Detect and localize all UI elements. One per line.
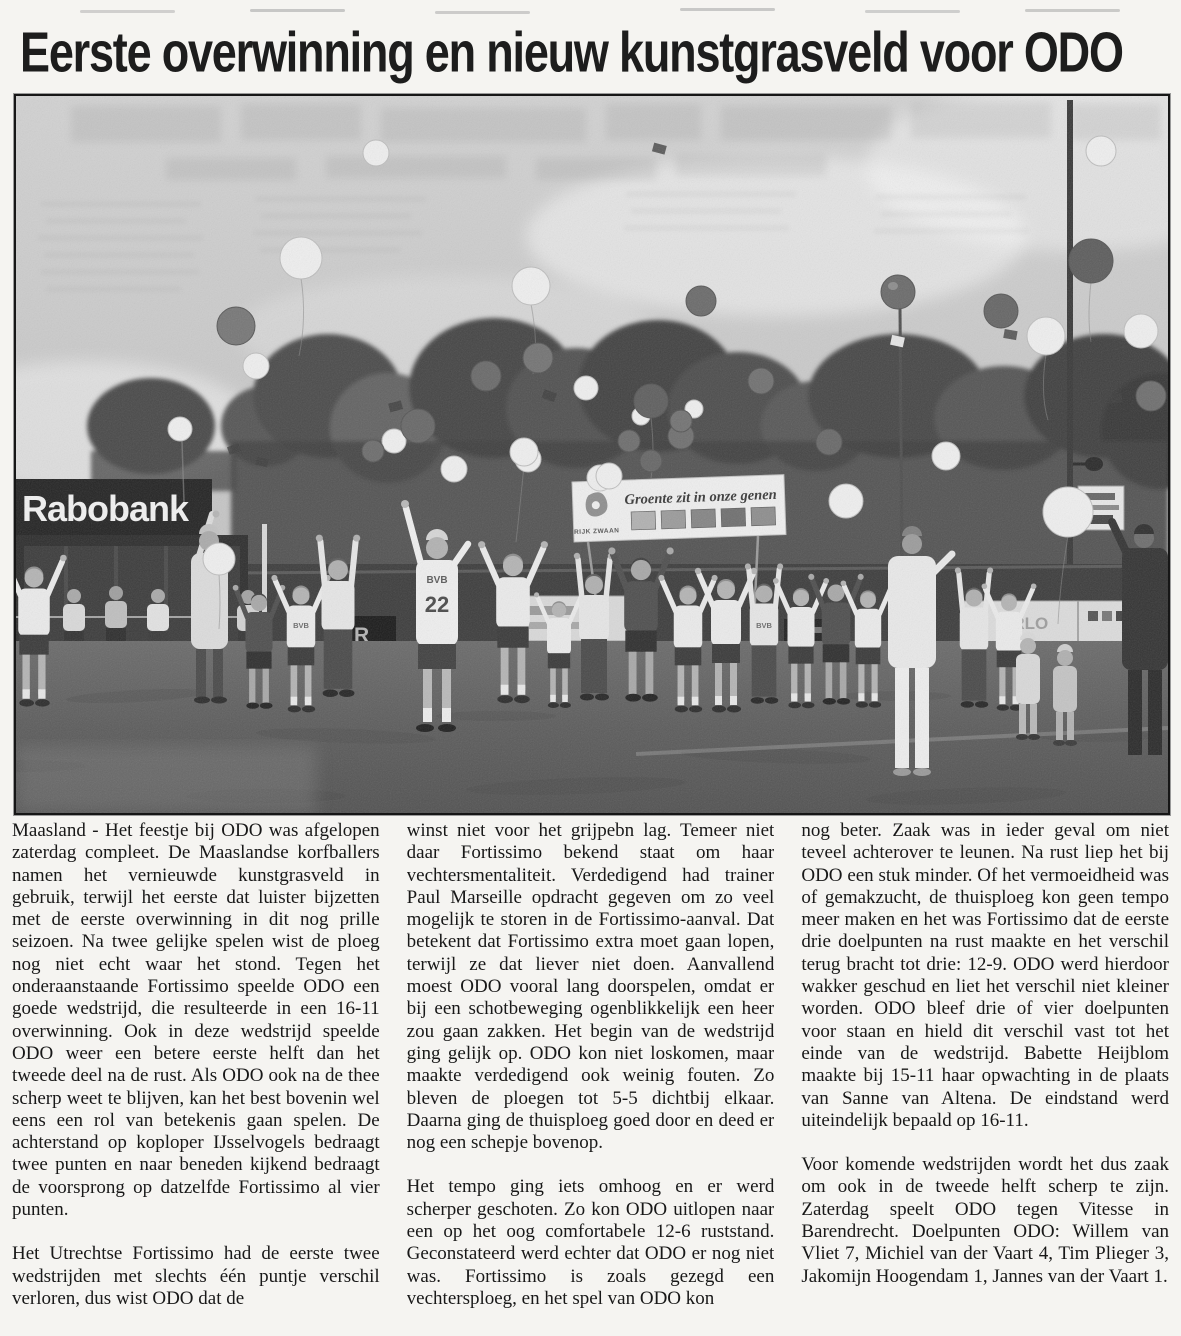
- page-title: Eerste overwinning en nieuw kunstgrasveld voor ODO: [20, 20, 1123, 84]
- article-column-3: [801, 820, 1169, 1334]
- article-paragraph: Voor komende wedstrijden wordt het dus zaak om ook in de tweede helft scherp te zijn. Zaterdag speelt ODO tegen Vitesse in Barendrecht. Doelpunten ODO: Willem van Vliet 7, Michiel van der Vaart 4, Tim Plieger 3, Jakomijn Hoogendam 1, Jannes van der Vaart 1.: [801, 1154, 1169, 1287]
- article-paragraph: nog beter. Zaak was in ieder geval om niet teveel achterover te leunen. Na rust liep het bij ODO een stuk minder. Of het vermoeidheid was of gemakzucht, de thuisploeg kon geen tempo meer maken en het was Fortissimo dat de eerste drie doelpunten na rust maakte en het verschil terug bracht tot drie: 12-9. ODO werd hierdoor wakker geschud en liet het verschil niet kleiner worden. ODO bleef drie of vier doelpunten voor staan en hield dit verschil vast tot het einde van de wedstrijd. Babette Heijblom maakte bij 15-11 haar opwachting in de plaats van Sanne van Altena. De eindstand werd uiteindelijk bepaald op 16-11.: [801, 820, 1169, 1131]
- article-paragraph: Het tempo ging iets omhoog en er werd scherper geschoten. Zo kon ODO uitlopen naar een op het oog comfortabele 12-6 ruststand. Geconstateerd werd echter dat ODO er nog niet was. Fortissimo is zoals gezegd een vechtersploeg, en het spel van ODO kon: [406, 1176, 775, 1309]
- article-column-2: [407, 820, 775, 1334]
- article-body: [12, 820, 1169, 1334]
- scan-artifacts: [250, 9, 345, 12]
- article-column-1: [12, 820, 380, 1334]
- article-paragraph: Maasland - Het feestje bij ODO was afgelopen zaterdag compleet. De Maaslandse korfballers namen het vernieuwde kunstgrasveld in gebruik, terwijl het eerste dat luister bijzetten met de eerste overwinning in dit nog prille seizoen. Na twee gelijke spelen wist de ploeg nog niet echt waar het stond. Tegen het onderaanstaande Fortissimo speelde ODO een goede wedstrijd, die resulteerde in een 16-11 overwinning. Ook in deze wedstrijd speelde ODO weer een betere eerste helft dan het tweede deel na de rust. Als ODO ook na de thee scherp weet te blijven, kan het best bovenin wel eens een rol van betekenis gaan spelen. De achterstand op koploper IJsselvogels bedraagt twee punten en naar beneden kijkend bedraagt de voorsprong op datzelfde Fortissimo al vier punten.: [12, 820, 380, 1221]
- article-paragraph: winst niet voor het grijpebn lag. Temeer niet daar Fortissimo bekend staat om haar vechtersmentaliteit. Verdedigend had trainer Paul Marseille opdracht gegeven om zo veel mogelijk te storen in de Fortissimo-aanval. Dat betekent dat Fortissimo extra moet gaan lopen, terwijl ze dat liever niet doen. Aanvallend moest ODO vooral lang doorspelen, omdat er bij een schotbeweging ogenblikkelijk een heer zou gaan zakken. Het begin van de wedstrijd ging gelijk op. ODO kon niet loskomen, maar maakte verdedigend ook weinig fouten. Zo bleven de ploegen tot 5-5 dichtbij elkaar. Daarna ging de thuisploeg goed door en deed er nog een schepje bovenop.: [406, 820, 775, 1154]
- photo-grain: [16, 96, 1168, 813]
- photo-illustration: [16, 96, 1168, 813]
- news-photo: [14, 94, 1170, 815]
- article-paragraph: Het Utrechtse Fortissimo had de eerste twee wedstrijden met slechts één puntje verschil verloren, dus wist ODO dat de: [12, 1243, 380, 1309]
